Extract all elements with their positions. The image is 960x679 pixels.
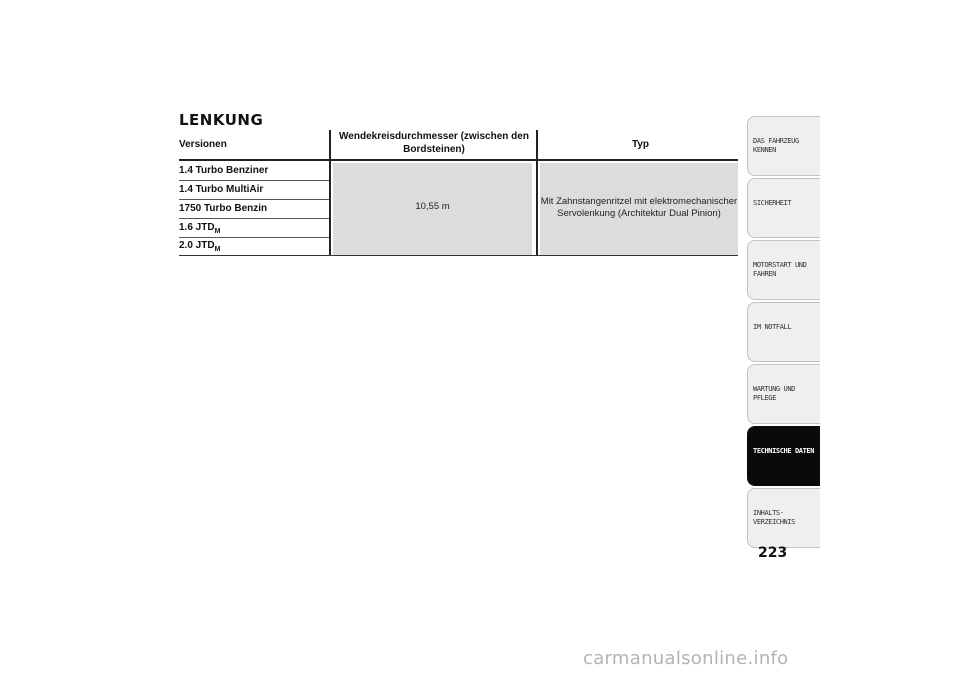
column-divider [329, 130, 331, 256]
version-label: 2.0 $JTD_M$ [179, 240, 221, 253]
column-divider [536, 130, 538, 256]
type-cell [540, 163, 738, 255]
version-label: 1.6 $JTD_M$ [179, 222, 221, 235]
page-number: 223 [758, 545, 788, 561]
tab-das-fahrzeug-kennen[interactable]: DAS FAHRZEUG KENNEN [747, 116, 820, 176]
turning-circle-cell [333, 163, 532, 255]
header-turning-circle: Wendekreisdurchmesser (zwischen den Bordsteinen) [339, 131, 529, 155]
header-divider [179, 159, 738, 161]
section-title: LENKUNG [179, 111, 264, 129]
tab-wartung-und-pflege[interactable]: WARTUNG UND PFLEGE [747, 364, 820, 424]
table-row [179, 200, 329, 219]
tab-technische-daten[interactable]: TECHNISCHE DATEN [747, 426, 820, 486]
type-value: Mit Zahnstangenritzel mit elektromechanischer Servolenkung (Architektur Dual Pinion) [540, 196, 738, 219]
watermark: carmanualsonline.info [583, 648, 789, 669]
tab-motorstart-und-fahren[interactable]: MOTORSTART UND FAHREN [747, 240, 820, 300]
table-row [179, 237, 329, 256]
table-row [179, 181, 329, 200]
header-type: Typ [631, 139, 650, 150]
version-label: 1750 Turbo Benzin [179, 203, 268, 214]
version-label: 1.4 Turbo MultiAir [179, 184, 264, 195]
turning-circle-value: 10,55 m [415, 201, 450, 212]
table-bottom-rule [179, 255, 738, 256]
tab-inhaltsverzeichnis[interactable]: INHALTS- VERZEICHNIS [747, 488, 820, 548]
tab-sicherheit[interactable]: SICHERHEIT [747, 178, 820, 238]
table-row [179, 162, 329, 181]
header-versions: Versionen [179, 139, 227, 150]
version-label: 1.4 Turbo Benziner [179, 165, 269, 176]
tab-im-notfall[interactable]: IM NOTFALL [747, 302, 820, 362]
table-row [179, 219, 329, 238]
